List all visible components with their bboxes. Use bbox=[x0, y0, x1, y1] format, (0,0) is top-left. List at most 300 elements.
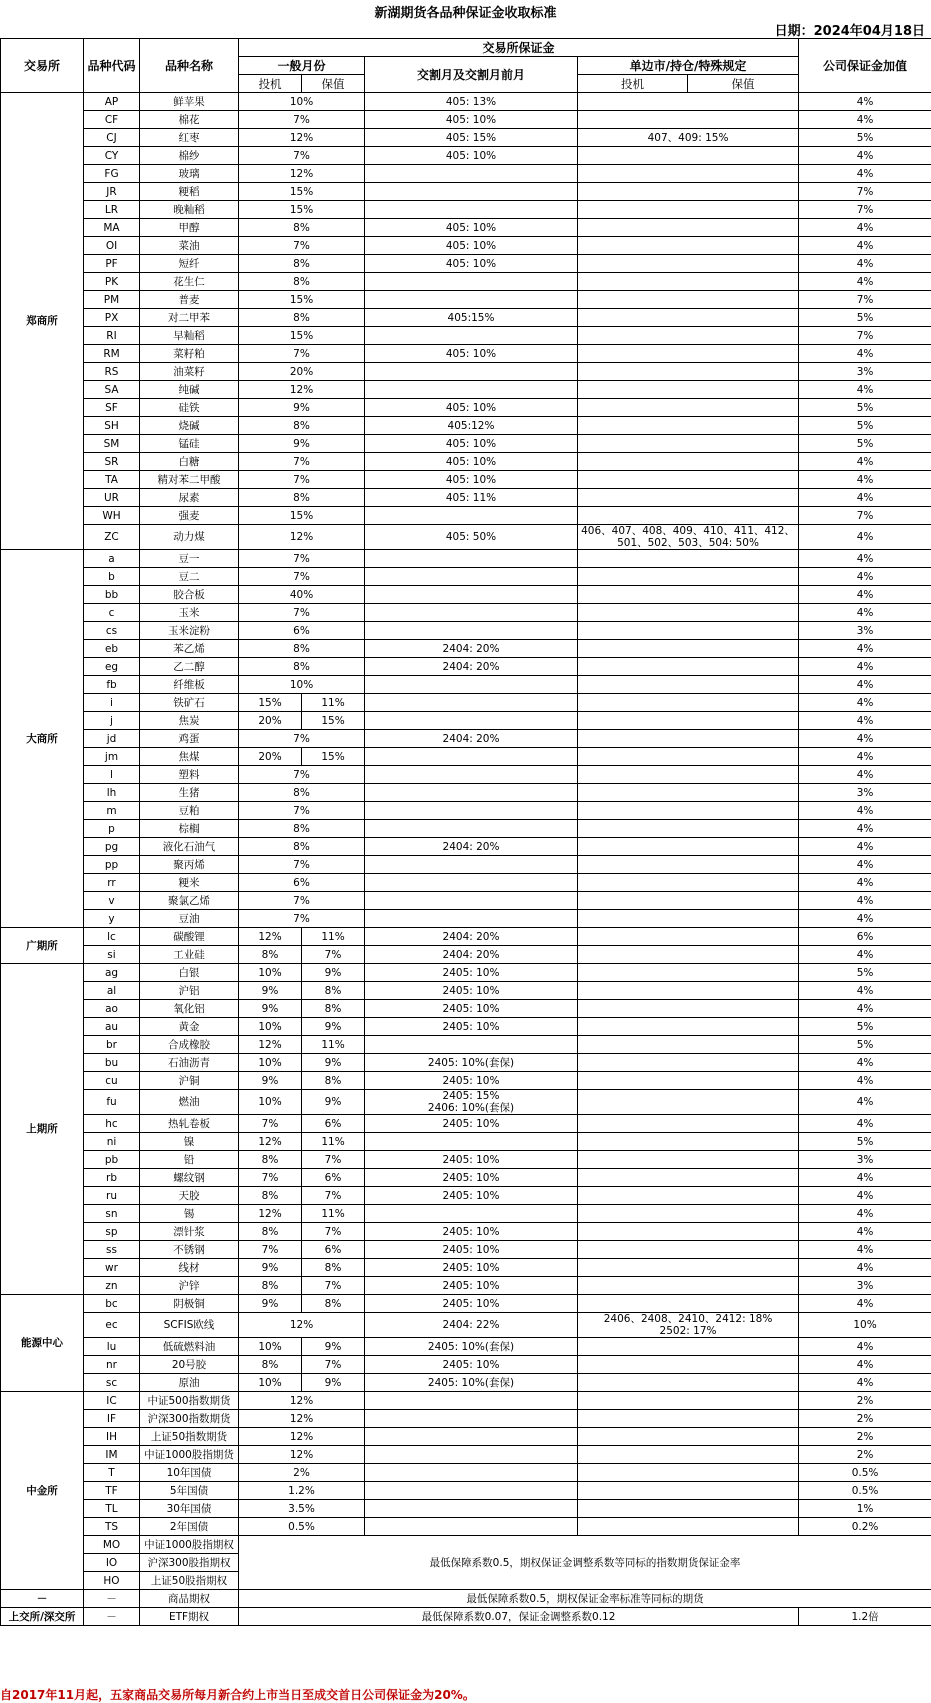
product-name: 粳米 bbox=[140, 874, 239, 892]
product-name: 上证50股指期权 bbox=[140, 1572, 239, 1590]
delivery-margin bbox=[365, 604, 578, 622]
product-code: lc bbox=[84, 928, 140, 946]
spec-margin: 7% bbox=[239, 453, 365, 471]
spec-margin: 10% bbox=[239, 93, 365, 111]
company-add: 7% bbox=[799, 183, 931, 201]
spec-margin: 8% bbox=[239, 1151, 302, 1169]
header-exchange-margin: 交易所保证金 bbox=[239, 39, 799, 57]
product-code: SH bbox=[84, 417, 140, 435]
product-name: 甲醇 bbox=[140, 219, 239, 237]
product-name: 黄金 bbox=[140, 1018, 239, 1036]
special-margin bbox=[578, 1518, 799, 1536]
delivery-margin bbox=[365, 874, 578, 892]
product-name: 白银 bbox=[140, 964, 239, 982]
company-add: 4% bbox=[799, 1054, 931, 1072]
spec-margin: 6% bbox=[239, 622, 365, 640]
special-margin bbox=[578, 435, 799, 453]
product-name: 铅 bbox=[140, 1151, 239, 1169]
product-name: 苯乙烯 bbox=[140, 640, 239, 658]
spec-margin: 12% bbox=[239, 525, 365, 550]
table-row bbox=[1, 201, 931, 219]
product-name: 普麦 bbox=[140, 291, 239, 309]
table-row bbox=[1, 1482, 931, 1500]
sheet-date: 日期：2024年04月18日 bbox=[775, 20, 925, 39]
product-code: jd bbox=[84, 730, 140, 748]
product-name: 合成橡胶 bbox=[140, 1036, 239, 1054]
hedge-margin: 6% bbox=[302, 1169, 365, 1187]
company-add: 4% bbox=[799, 345, 931, 363]
hedge-margin: 9% bbox=[302, 1090, 365, 1115]
table-row bbox=[1, 1428, 931, 1446]
special-margin bbox=[578, 910, 799, 928]
product-code: CF bbox=[84, 111, 140, 129]
delivery-margin: 2405: 10% bbox=[365, 982, 578, 1000]
special-margin bbox=[578, 345, 799, 363]
spec-margin: 9% bbox=[239, 1072, 302, 1090]
hedge-margin: 7% bbox=[302, 1277, 365, 1295]
product-name: 聚丙烯 bbox=[140, 856, 239, 874]
product-code: LR bbox=[84, 201, 140, 219]
table-row bbox=[1, 399, 931, 417]
company-add: 4% bbox=[799, 838, 931, 856]
delivery-margin: 2405: 10% bbox=[365, 1169, 578, 1187]
table-row bbox=[1, 928, 931, 946]
table-row bbox=[1, 820, 931, 838]
table-row bbox=[1, 435, 931, 453]
delivery-margin bbox=[365, 327, 578, 345]
product-code: IC bbox=[84, 1392, 140, 1410]
product-name: 早籼稻 bbox=[140, 327, 239, 345]
spec-margin: 12% bbox=[239, 1410, 365, 1428]
spec-margin: 7% bbox=[239, 471, 365, 489]
product-name: 玉米淀粉 bbox=[140, 622, 239, 640]
spec-margin: 12% bbox=[239, 928, 302, 946]
hedge-margin: 11% bbox=[302, 928, 365, 946]
special-margin bbox=[578, 1356, 799, 1374]
table-row bbox=[1, 964, 931, 982]
product-code: IF bbox=[84, 1410, 140, 1428]
special-margin bbox=[578, 327, 799, 345]
product-name: SCFIS欧线 bbox=[140, 1313, 239, 1338]
special-margin bbox=[578, 676, 799, 694]
table-row bbox=[1, 712, 931, 730]
special-margin bbox=[578, 964, 799, 982]
delivery-margin bbox=[365, 820, 578, 838]
spec-margin: 7% bbox=[239, 802, 365, 820]
hedge-margin: 7% bbox=[302, 1356, 365, 1374]
header-code: 品种代码 bbox=[84, 39, 140, 93]
company-add: 5% bbox=[799, 1018, 931, 1036]
company-add: 5% bbox=[799, 964, 931, 982]
product-code: br bbox=[84, 1036, 140, 1054]
product-code: sn bbox=[84, 1205, 140, 1223]
special-margin bbox=[578, 453, 799, 471]
spec-margin: 15% bbox=[239, 291, 365, 309]
company-add: 7% bbox=[799, 291, 931, 309]
table-row bbox=[1, 892, 931, 910]
product-name: 菜油 bbox=[140, 237, 239, 255]
special-margin bbox=[578, 892, 799, 910]
company-add: 4% bbox=[799, 820, 931, 838]
delivery-margin: 2405: 10% bbox=[365, 1356, 578, 1374]
etf-options-note: 最低保障系数0.07，保证金调整系数0.12 bbox=[239, 1608, 799, 1626]
product-code: rb bbox=[84, 1169, 140, 1187]
special-margin bbox=[578, 694, 799, 712]
delivery-margin: 405:12% bbox=[365, 417, 578, 435]
product-code: TF bbox=[84, 1482, 140, 1500]
commodity-options-note: 最低保障系数0.5，期权保证金率标准等同标的期货 bbox=[239, 1590, 931, 1608]
spec-margin: 9% bbox=[239, 1259, 302, 1277]
product-code: fu bbox=[84, 1090, 140, 1115]
table-row bbox=[1, 525, 931, 550]
special-margin bbox=[578, 1410, 799, 1428]
hedge-margin: 9% bbox=[302, 1338, 365, 1356]
product-name: 中证1000股指期权 bbox=[140, 1536, 239, 1554]
table-row bbox=[1, 1464, 931, 1482]
hedge-margin: 9% bbox=[302, 1054, 365, 1072]
special-margin bbox=[578, 1277, 799, 1295]
special-margin bbox=[578, 820, 799, 838]
product-code: si bbox=[84, 946, 140, 964]
spec-margin: 7% bbox=[239, 856, 365, 874]
header-special: 单边市/持仓/特殊规定 bbox=[578, 57, 799, 75]
table-row bbox=[1, 1072, 931, 1090]
special-margin bbox=[578, 1446, 799, 1464]
table-row bbox=[1, 273, 931, 291]
spec-margin: 15% bbox=[239, 694, 302, 712]
product-name: 沪锌 bbox=[140, 1277, 239, 1295]
hedge-margin: 9% bbox=[302, 1018, 365, 1036]
company-add: 4% bbox=[799, 802, 931, 820]
spec-margin: 12% bbox=[239, 1313, 365, 1338]
product-code: IH bbox=[84, 1428, 140, 1446]
delivery-margin: 2404: 20% bbox=[365, 928, 578, 946]
table-row bbox=[1, 147, 931, 165]
hedge-margin: 8% bbox=[302, 1259, 365, 1277]
product-code: UR bbox=[84, 489, 140, 507]
company-add: 4% bbox=[799, 111, 931, 129]
product-code: JR bbox=[84, 183, 140, 201]
product-name: 天胶 bbox=[140, 1187, 239, 1205]
table-row bbox=[1, 838, 931, 856]
special-margin bbox=[578, 748, 799, 766]
product-code: hc bbox=[84, 1115, 140, 1133]
product-name: 晚籼稻 bbox=[140, 201, 239, 219]
delivery-margin bbox=[365, 784, 578, 802]
product-code: OI bbox=[84, 237, 140, 255]
exchange-name: 大商所 bbox=[1, 550, 84, 928]
product-name: ETF期权 bbox=[140, 1608, 239, 1626]
product-code: au bbox=[84, 1018, 140, 1036]
product-code: SR bbox=[84, 453, 140, 471]
company-add: 5% bbox=[799, 309, 931, 327]
header-special-spec: 投机 bbox=[578, 75, 688, 93]
spec-margin: 1.2% bbox=[239, 1482, 365, 1500]
table-row bbox=[1, 1151, 931, 1169]
product-name: 沪深300指数期货 bbox=[140, 1410, 239, 1428]
options-note: 最低保障系数0.5，期权保证金调整系数等同标的指数期货保证金率 bbox=[239, 1536, 931, 1590]
company-add: 4% bbox=[799, 676, 931, 694]
delivery-margin: 405: 15% bbox=[365, 129, 578, 147]
spec-margin: 2% bbox=[239, 1464, 365, 1482]
product-code: PK bbox=[84, 273, 140, 291]
spec-margin: 10% bbox=[239, 676, 365, 694]
company-add: 4% bbox=[799, 525, 931, 550]
product-name: 商品期权 bbox=[140, 1590, 239, 1608]
margin-table bbox=[0, 38, 931, 1626]
delivery-margin bbox=[365, 1410, 578, 1428]
delivery-margin bbox=[365, 363, 578, 381]
spec-margin: 7% bbox=[239, 1169, 302, 1187]
product-code: bu bbox=[84, 1054, 140, 1072]
special-margin bbox=[578, 568, 799, 586]
hedge-margin: 7% bbox=[302, 1223, 365, 1241]
product-code: RS bbox=[84, 363, 140, 381]
product-name: 燃油 bbox=[140, 1090, 239, 1115]
spec-margin: 7% bbox=[239, 1241, 302, 1259]
product-name: 氧化铝 bbox=[140, 1000, 239, 1018]
company-add: 4% bbox=[799, 982, 931, 1000]
delivery-margin bbox=[365, 694, 578, 712]
header-general-month: 一般月份 bbox=[239, 57, 365, 75]
header-company-add: 公司保证金加值 bbox=[799, 39, 931, 93]
special-margin bbox=[578, 1000, 799, 1018]
spec-margin: 7% bbox=[239, 568, 365, 586]
delivery-margin: 2405: 10% bbox=[365, 1018, 578, 1036]
product-name: 线材 bbox=[140, 1259, 239, 1277]
delivery-margin bbox=[365, 676, 578, 694]
company-add: 7% bbox=[799, 327, 931, 345]
delivery-margin bbox=[365, 748, 578, 766]
company-add: 4% bbox=[799, 910, 931, 928]
product-code: FG bbox=[84, 165, 140, 183]
product-name: 红枣 bbox=[140, 129, 239, 147]
spec-margin: 7% bbox=[239, 910, 365, 928]
delivery-margin: 2405: 10% bbox=[365, 1223, 578, 1241]
special-margin bbox=[578, 1482, 799, 1500]
special-margin bbox=[578, 1072, 799, 1090]
product-code: － bbox=[84, 1608, 140, 1626]
product-name: 镍 bbox=[140, 1133, 239, 1151]
product-code: TA bbox=[84, 471, 140, 489]
spec-margin: 10% bbox=[239, 1090, 302, 1115]
product-code: fb bbox=[84, 676, 140, 694]
table-row bbox=[1, 1446, 931, 1464]
company-add: 4% bbox=[799, 1356, 931, 1374]
product-code: PX bbox=[84, 309, 140, 327]
special-margin bbox=[578, 147, 799, 165]
spec-margin: 8% bbox=[239, 946, 302, 964]
special-margin: 2406、2408、2410、2412: 18% 2502: 17% bbox=[578, 1313, 799, 1338]
product-name: 花生仁 bbox=[140, 273, 239, 291]
table-row bbox=[1, 1133, 931, 1151]
spec-margin: 9% bbox=[239, 399, 365, 417]
spec-margin: 7% bbox=[239, 147, 365, 165]
table-row bbox=[1, 1410, 931, 1428]
special-margin bbox=[578, 712, 799, 730]
company-add: 3% bbox=[799, 1277, 931, 1295]
special-margin bbox=[578, 1133, 799, 1151]
spec-margin: 7% bbox=[239, 892, 365, 910]
company-add: 4% bbox=[799, 766, 931, 784]
table-row bbox=[1, 183, 931, 201]
product-code: cs bbox=[84, 622, 140, 640]
product-name: 豆二 bbox=[140, 568, 239, 586]
spec-margin: 8% bbox=[239, 417, 365, 435]
product-name: 菜籽粕 bbox=[140, 345, 239, 363]
company-add: 4% bbox=[799, 1000, 931, 1018]
table-row bbox=[1, 910, 931, 928]
table-row bbox=[1, 309, 931, 327]
spec-margin: 8% bbox=[239, 820, 365, 838]
company-add: 4% bbox=[799, 892, 931, 910]
exchange-name: 能源中心 bbox=[1, 1295, 84, 1392]
product-name: 棉花 bbox=[140, 111, 239, 129]
special-margin bbox=[578, 363, 799, 381]
company-add: 4% bbox=[799, 1115, 931, 1133]
delivery-margin: 2405: 10%(套保) bbox=[365, 1338, 578, 1356]
exchange-name: 中金所 bbox=[1, 1392, 84, 1590]
special-margin bbox=[578, 1151, 799, 1169]
delivery-margin bbox=[365, 381, 578, 399]
spec-margin: 12% bbox=[239, 1133, 302, 1151]
product-name: 石油沥青 bbox=[140, 1054, 239, 1072]
spec-margin: 9% bbox=[239, 1000, 302, 1018]
table-row bbox=[1, 676, 931, 694]
product-code: PF bbox=[84, 255, 140, 273]
spec-margin: 8% bbox=[239, 489, 365, 507]
product-code: pg bbox=[84, 838, 140, 856]
company-add: 4% bbox=[799, 694, 931, 712]
hedge-margin: 7% bbox=[302, 946, 365, 964]
product-code: CY bbox=[84, 147, 140, 165]
delivery-margin bbox=[365, 892, 578, 910]
product-code: v bbox=[84, 892, 140, 910]
company-add: 4% bbox=[799, 1259, 931, 1277]
table-row bbox=[1, 507, 931, 525]
table-row bbox=[1, 1338, 931, 1356]
company-add: 2% bbox=[799, 1410, 931, 1428]
table-header bbox=[1, 39, 931, 93]
delivery-margin: 2404: 22% bbox=[365, 1313, 578, 1338]
special-margin bbox=[578, 417, 799, 435]
spec-margin: 40% bbox=[239, 586, 365, 604]
spec-margin: 8% bbox=[239, 784, 365, 802]
delivery-margin bbox=[365, 1518, 578, 1536]
special-margin bbox=[578, 802, 799, 820]
table-row bbox=[1, 327, 931, 345]
spec-margin: 7% bbox=[239, 237, 365, 255]
special-margin bbox=[578, 1259, 799, 1277]
product-code: IO bbox=[84, 1554, 140, 1572]
company-add: 4% bbox=[799, 273, 931, 291]
table-row bbox=[1, 381, 931, 399]
hedge-margin: 11% bbox=[302, 1205, 365, 1223]
product-code: ru bbox=[84, 1187, 140, 1205]
company-add: 1% bbox=[799, 1500, 931, 1518]
table-row bbox=[1, 1000, 931, 1018]
spec-margin: 12% bbox=[239, 1205, 302, 1223]
product-code: HO bbox=[84, 1572, 140, 1590]
delivery-margin: 405: 10% bbox=[365, 147, 578, 165]
delivery-margin bbox=[365, 1500, 578, 1518]
company-add: 6% bbox=[799, 928, 931, 946]
special-margin bbox=[578, 1241, 799, 1259]
product-name: 豆一 bbox=[140, 550, 239, 568]
delivery-margin: 405: 10% bbox=[365, 435, 578, 453]
special-margin bbox=[578, 658, 799, 676]
special-margin bbox=[578, 93, 799, 111]
hedge-margin: 6% bbox=[302, 1115, 365, 1133]
company-add: 3% bbox=[799, 1151, 931, 1169]
delivery-margin bbox=[365, 766, 578, 784]
product-name: 胶合板 bbox=[140, 586, 239, 604]
table-row bbox=[1, 1205, 931, 1223]
table-row bbox=[1, 1313, 931, 1338]
table-row bbox=[1, 1590, 931, 1608]
product-code: ni bbox=[84, 1133, 140, 1151]
spec-margin: 8% bbox=[239, 255, 365, 273]
company-add: 4% bbox=[799, 874, 931, 892]
delivery-margin: 405: 11% bbox=[365, 489, 578, 507]
table-row bbox=[1, 237, 931, 255]
company-add: 4% bbox=[799, 604, 931, 622]
spec-margin: 12% bbox=[239, 1446, 365, 1464]
company-add: 4% bbox=[799, 586, 931, 604]
spec-margin: 8% bbox=[239, 1223, 302, 1241]
table-row bbox=[1, 730, 931, 748]
special-margin bbox=[578, 237, 799, 255]
product-name: 阴极铜 bbox=[140, 1295, 239, 1313]
special-margin bbox=[578, 273, 799, 291]
company-add: 4% bbox=[799, 1223, 931, 1241]
product-code: pp bbox=[84, 856, 140, 874]
product-code: WH bbox=[84, 507, 140, 525]
product-name: 碳酸锂 bbox=[140, 928, 239, 946]
product-name: 低硫燃料油 bbox=[140, 1338, 239, 1356]
hedge-margin: 15% bbox=[302, 712, 365, 730]
product-name: 聚氯乙烯 bbox=[140, 892, 239, 910]
table-row bbox=[1, 622, 931, 640]
delivery-margin: 2405: 10% bbox=[365, 1187, 578, 1205]
product-name: 塑料 bbox=[140, 766, 239, 784]
product-name: 玻璃 bbox=[140, 165, 239, 183]
product-name: 生猪 bbox=[140, 784, 239, 802]
spec-margin: 12% bbox=[239, 129, 365, 147]
product-name: 白糖 bbox=[140, 453, 239, 471]
special-margin bbox=[578, 489, 799, 507]
delivery-margin: 2405: 10%(套保) bbox=[365, 1054, 578, 1072]
company-add: 4% bbox=[799, 1187, 931, 1205]
table-row bbox=[1, 1018, 931, 1036]
special-margin bbox=[578, 219, 799, 237]
product-name: 豆粕 bbox=[140, 802, 239, 820]
special-margin bbox=[578, 1464, 799, 1482]
delivery-margin: 2405: 10% bbox=[365, 1115, 578, 1133]
product-code: nr bbox=[84, 1356, 140, 1374]
product-code: TL bbox=[84, 1500, 140, 1518]
header-delivery: 交割月及交割月前月 bbox=[365, 57, 578, 93]
delivery-margin: 2405: 10% bbox=[365, 964, 578, 982]
table-row bbox=[1, 1187, 931, 1205]
delivery-margin bbox=[365, 1482, 578, 1500]
special-margin bbox=[578, 604, 799, 622]
table-row bbox=[1, 93, 931, 111]
table-row bbox=[1, 363, 931, 381]
product-name: 5年国债 bbox=[140, 1482, 239, 1500]
delivery-margin: 2405: 10% bbox=[365, 1277, 578, 1295]
table-row bbox=[1, 784, 931, 802]
